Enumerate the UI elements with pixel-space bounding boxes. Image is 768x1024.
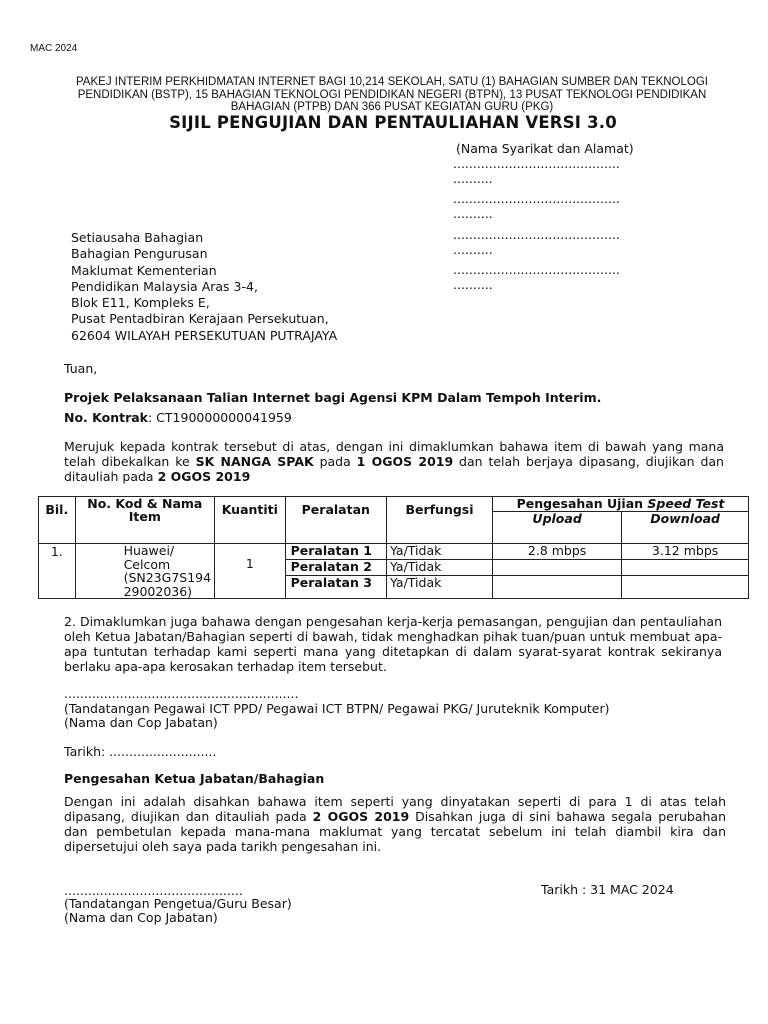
row-quantity: 1 <box>215 544 286 599</box>
company-line-2: .......................................... .......... <box>453 191 620 221</box>
company-line-3: .......................................... .......... <box>453 227 620 257</box>
equipment-table <box>38 496 749 599</box>
intro-text: Merujuk kepada kontrak tersebut di atas, dengan ini dimaklumkan bahawa item di bawah yang mana telah dibekalkan ke <box>64 439 724 469</box>
paragraph-2: 2. Dimaklumkan juga bahawa dengan pengesahan kerja-kerja pemasangan, pengujian dan pentauliahan oleh Ketua Jabatan/Bahagian seperti di bawah, tidak menghadkan pihak tuan/puan untuk membuat apa-apa tuntutan terhadap kami seperti mana yang ditetapkan di dalam syarat-syarat kontrak sekiranya berlaku apa-apa kerosakan terhadap item tersebut. <box>64 614 722 674</box>
approval-text: Dengan ini adalah disahkan bahawa item seperti yang dinyatakan seperti di para 1 di atas telah dipasang, diujikan dan ditauliah pada <box>64 794 726 824</box>
contract-label: No. Kontrak <box>64 410 148 425</box>
signatory-1-title: (Tandatangan Pegawai ICT PPD/ Pegawai ICT BTPN/ Pegawai PKG/ Juruteknik Komputer) <box>64 701 610 716</box>
company-label: (Nama Syarikat dan Alamat) <box>456 141 634 156</box>
header-bil: Bil. <box>39 497 76 544</box>
address-line: Pusat Pentadbiran Kerajaan Persekutuan, <box>71 311 329 327</box>
intro-text: dan telah berjaya dipasang, diujikan dan ditauliah pada <box>64 454 724 484</box>
download-value <box>622 575 749 598</box>
company-line-1: .......................................... .......... <box>453 156 620 186</box>
package-description: PAKEJ INTERIM PERKHIDMATAN INTERNET BAGI 10,214 SEKOLAH, SATU (1) BAHAGIAN SUMBER DAN TEKNOLOGI PENDIDIKAN (BSTP), 15 BAHAGIAN TEKNOLOGI PENDIDIKAN NEGERI (BTPN), 13 PUSAT TEKNOLOGI PENDIDIKAN BAHAGIAN (PTPB) DAN 366 PUSAT KEGIATAN GURU (PKG) <box>75 76 708 113</box>
equipment-name: Peralatan 1 <box>285 544 386 560</box>
signature-1-date: Tarikh: ........................... <box>64 744 217 759</box>
equipment-status: Ya/Tidak <box>387 559 493 575</box>
signatory-2-title: (Tandatangan Pengetua/Guru Besar) <box>64 896 292 911</box>
signature-2-date: Tarikh : 31 MAC 2024 <box>541 882 674 897</box>
header-download: Download <box>622 512 749 544</box>
header-item-code: No. Kod & Nama Item <box>75 497 215 544</box>
approval-paragraph <box>64 794 726 854</box>
address-line: Blok E11, Kompleks E, <box>71 295 210 311</box>
table-row <box>39 544 749 560</box>
contract-number <box>64 410 292 425</box>
approval-date: 2 OGOS 2019 <box>312 809 410 824</box>
intro-paragraph <box>64 439 724 484</box>
salutation: Tuan, <box>64 361 98 376</box>
address-line: Pendidikan Malaysia Aras 3-4, <box>71 278 258 294</box>
document-date: MAC 2024 <box>30 43 78 54</box>
row-item: Huawei/ Celcom (SN23G7S194 29002036) <box>75 544 215 599</box>
upload-value <box>492 575 621 598</box>
address-line: Maklumat Kementerian <box>71 262 217 278</box>
signature-line-2: ............................................. <box>64 883 243 898</box>
header-equipment: Peralatan <box>285 497 386 544</box>
equipment-status: Ya/Tidak <box>387 544 493 560</box>
project-title: Projek Pelaksanaan Talian Internet bagi Agensi KPM Dalam Tempoh Interim. <box>64 390 602 405</box>
equipment-status: Ya/Tidak <box>387 575 493 598</box>
upload-value <box>492 559 621 575</box>
contract-value: : CT190000000041959 <box>148 410 292 425</box>
equipment-name: Peralatan 2 <box>285 559 386 575</box>
school-name: SK NANGA SPAK <box>195 454 314 469</box>
company-line-4: .......................................... .......... <box>453 262 620 292</box>
row-bil: 1. <box>39 544 76 599</box>
intro-text: pada <box>313 454 357 469</box>
header-upload: Upload <box>492 512 621 544</box>
signatory-2-stamp: (Nama dan Cop Jabatan) <box>64 910 218 925</box>
address-line: Setiausaha Bahagian <box>71 230 204 245</box>
page-title: SIJIL PENGUJIAN DAN PENTAULIAHAN VERSI 3.0 <box>169 113 617 132</box>
supply-date: 1 OGOS 2019 <box>356 454 454 469</box>
commission-date: 2 OGOS 2019 <box>157 469 251 484</box>
address-line: 62604 WILAYAH PERSEKUTUAN PUTRAJAYA <box>71 327 338 343</box>
address-line: Bahagian Pengurusan <box>71 246 208 262</box>
header-functioning: Berfungsi <box>387 497 493 544</box>
approval-text: Disahkan juga di sini bahawa segala perubahan dan pembetulan kepada mana-mana maklumat yang tercatat sebelum ini telah diambil kira dan dipersetujui oleh saya pada tarikh pengesahan ini. <box>64 809 726 854</box>
approval-title: Pengesahan Ketua Jabatan/Bahagian <box>64 771 325 786</box>
signature-line-1: ........................................................... <box>64 686 299 701</box>
header-quantity: Kuantiti <box>215 497 286 544</box>
download-value: 3.12 mbps <box>622 544 749 560</box>
recipient-address <box>71 230 337 344</box>
equipment-name: Peralatan 3 <box>285 575 386 598</box>
speed-test-italic: Speed Test <box>647 496 725 511</box>
download-value <box>622 559 749 575</box>
speed-test-prefix: Pengesahan Ujian <box>516 496 648 511</box>
upload-value: 2.8 mbps <box>492 544 621 560</box>
header-speed-test <box>492 497 748 512</box>
signatory-1-stamp: (Nama dan Cop Jabatan) <box>64 715 218 730</box>
